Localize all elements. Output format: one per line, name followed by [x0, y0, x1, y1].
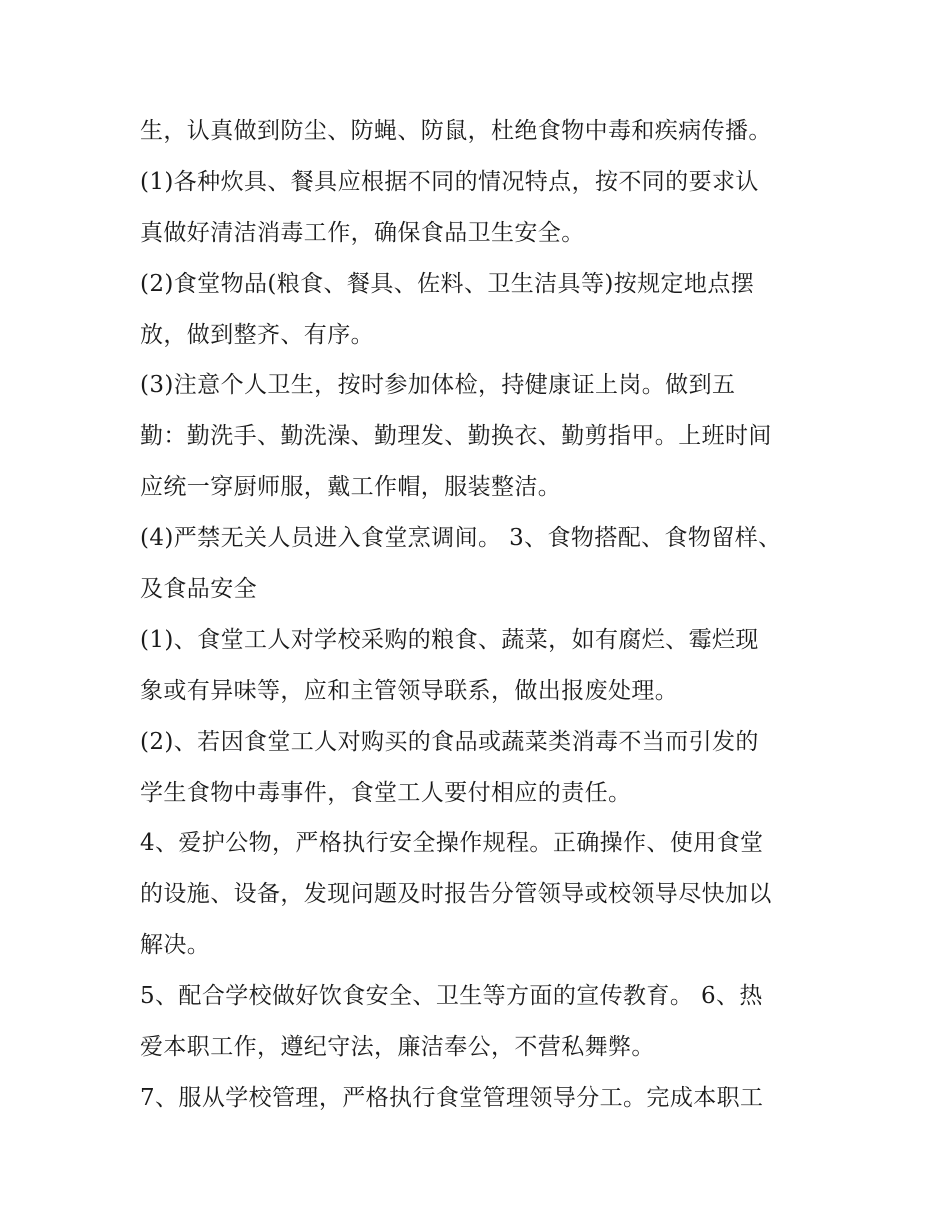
text-line: (3)注意个人卫生，按时参加体检，持健康证上岗。做到五: [140, 372, 736, 399]
text-line: (2)、若因食堂工人对购买的食品或蔬菜类消毒不当而引发的: [140, 728, 759, 755]
text-line: 放，做到整齐、有序。: [140, 321, 374, 348]
text-line: 4、爱护公物，严格执行安全操作规程。正确操作、使用食堂: [140, 830, 764, 857]
text-line: (1)、食堂工人对学校采购的粮食、蔬菜，如有腐烂、霉烂现: [140, 626, 759, 653]
text-line: 及食品安全: [140, 576, 257, 603]
text-line: 5、配合学校做好饮食安全、卫生等方面的宣传教育。 6、热: [140, 983, 763, 1010]
document-body: [140, 106, 830, 1124]
text-line: (1)各种炊具、餐具应根据不同的情况特点，按不同的要求认: [140, 168, 759, 195]
text-line: 的设施、设备，发现问题及时报告分管领导或校领导尽快加以: [140, 881, 772, 908]
text-line: 勤：勤洗手、勤洗澡、勤理发、勤换衣、勤剪指甲。上班时间: [140, 423, 772, 450]
text-line: 真做好清洁消毒工作，确保食品卫生安全。: [140, 219, 585, 246]
text-line: 生，认真做到防尘、防蝇、防鼠，杜绝食物中毒和疾病传播。: [140, 118, 772, 144]
text-line: 爱本职工作，遵纪守法，廉洁奉公，不营私舞弊。: [140, 1034, 655, 1061]
text-line: (2)食堂物品(粮食、餐具、佐料、卫生洁具等)按规定地点摆: [140, 270, 755, 297]
text-line: 应统一穿厨师服，戴工作帽，服装整洁。: [140, 474, 562, 501]
text-line: 象或有异味等，应和主管领导联系，做出报废处理。: [140, 677, 679, 704]
text-line: 7、服从学校管理，严格执行食堂管理领导分工。完成本职工: [140, 1084, 764, 1111]
text-line: (4)严禁无关人员进入食堂烹调间。 3、食物搭配、食物留样、: [140, 525, 782, 552]
text-line: 学生食物中毒事件，食堂工人要付相应的责任。: [140, 779, 632, 806]
text-line: 解决。: [140, 932, 211, 959]
